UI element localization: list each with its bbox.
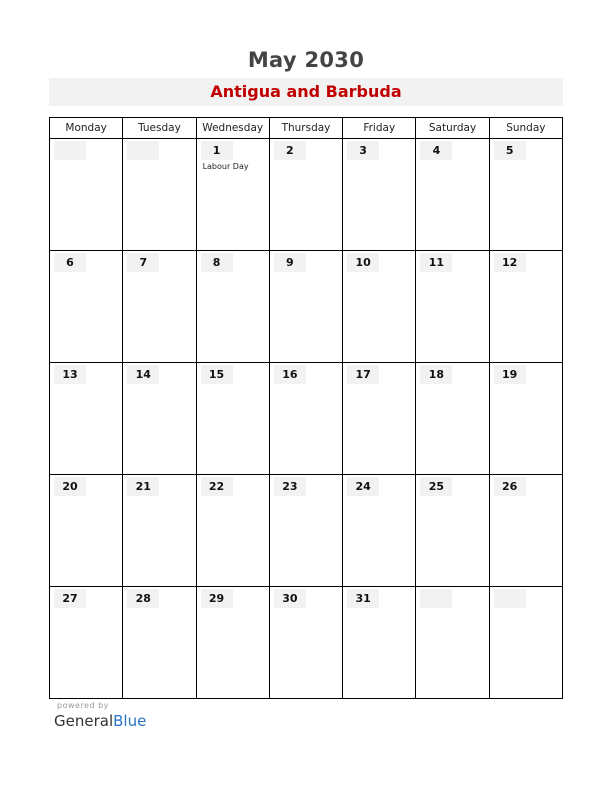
day-cell[interactable] [343,587,416,699]
day-number: 24 [347,477,379,496]
weekday-header: Tuesday [123,118,196,139]
day-cell[interactable] [489,587,562,699]
day-number [127,141,159,160]
day-cell[interactable] [269,587,342,699]
day-cell[interactable] [196,587,269,699]
day-cell[interactable] [269,251,342,363]
day-number [54,141,86,160]
day-number: 31 [347,589,379,608]
day-cell[interactable] [269,139,342,251]
day-number: 3 [347,141,379,160]
day-cell[interactable] [123,139,196,251]
day-number: 9 [274,253,306,272]
day-cell[interactable] [123,475,196,587]
calendar-week-row [50,587,563,699]
calendar-grid [49,117,563,699]
day-number: 6 [54,253,86,272]
day-number: 16 [274,365,306,384]
day-cell[interactable] [123,363,196,475]
weekday-header: Thursday [269,118,342,139]
day-cell[interactable] [269,475,342,587]
day-cell[interactable] [50,251,123,363]
day-number: 12 [494,253,526,272]
day-number: 4 [420,141,452,160]
day-number: 29 [201,589,233,608]
day-cell[interactable] [123,587,196,699]
day-number: 14 [127,365,159,384]
brand-blue: Blue [113,712,147,730]
day-number: 21 [127,477,159,496]
day-number [494,589,526,608]
day-cell[interactable] [416,587,489,699]
country-name: Antigua and Barbuda [210,82,402,101]
day-number: 20 [54,477,86,496]
day-number: 15 [201,365,233,384]
day-number: 13 [54,365,86,384]
day-cell[interactable] [489,139,562,251]
day-cell[interactable] [489,363,562,475]
weekday-header-row [50,118,563,139]
day-number: 26 [494,477,526,496]
day-cell[interactable] [343,139,416,251]
calendar-week-row [50,139,563,251]
weekday-header: Saturday [416,118,489,139]
day-cell[interactable] [50,587,123,699]
day-cell[interactable] [343,475,416,587]
weekday-header: Monday [50,118,123,139]
day-cell[interactable] [196,251,269,363]
weekday-header: Sunday [489,118,562,139]
day-number: 8 [201,253,233,272]
day-cell[interactable] [343,363,416,475]
day-number: 5 [494,141,526,160]
day-cell[interactable] [269,363,342,475]
day-number: 27 [54,589,86,608]
day-number: 17 [347,365,379,384]
day-number: 7 [127,253,159,272]
calendar-body [50,139,563,699]
day-number: 25 [420,477,452,496]
day-cell[interactable] [123,251,196,363]
day-number: 22 [201,477,233,496]
powered-by-label: powered by [57,701,109,710]
day-cell[interactable] [343,251,416,363]
day-cell[interactable] [489,475,562,587]
page-title: May 2030 [247,48,365,72]
day-cell[interactable] [416,139,489,251]
day-cell[interactable] [50,363,123,475]
day-cell[interactable] [416,475,489,587]
day-number: 30 [274,589,306,608]
day-number: 11 [420,253,452,272]
country-banner [49,78,563,106]
day-cell[interactable] [50,139,123,251]
calendar-week-row [50,363,563,475]
day-number: 2 [274,141,306,160]
brand-logo[interactable] [54,712,146,730]
day-number [420,589,452,608]
day-number: 28 [127,589,159,608]
day-cell[interactable] [416,363,489,475]
day-number: 10 [347,253,379,272]
holiday-label: Labour Day [202,162,249,171]
weekday-header: Friday [343,118,416,139]
day-cell[interactable] [196,139,269,251]
day-number: 19 [494,365,526,384]
day-number: 18 [420,365,452,384]
day-cell[interactable] [196,363,269,475]
brand-general: General [54,712,114,730]
day-number: 1 [201,141,233,160]
day-cell[interactable] [416,251,489,363]
calendar-week-row [50,251,563,363]
calendar-week-row [50,475,563,587]
day-cell[interactable] [50,475,123,587]
day-number: 23 [274,477,306,496]
day-cell[interactable] [489,251,562,363]
day-cell[interactable] [196,475,269,587]
weekday-header: Wednesday [196,118,269,139]
